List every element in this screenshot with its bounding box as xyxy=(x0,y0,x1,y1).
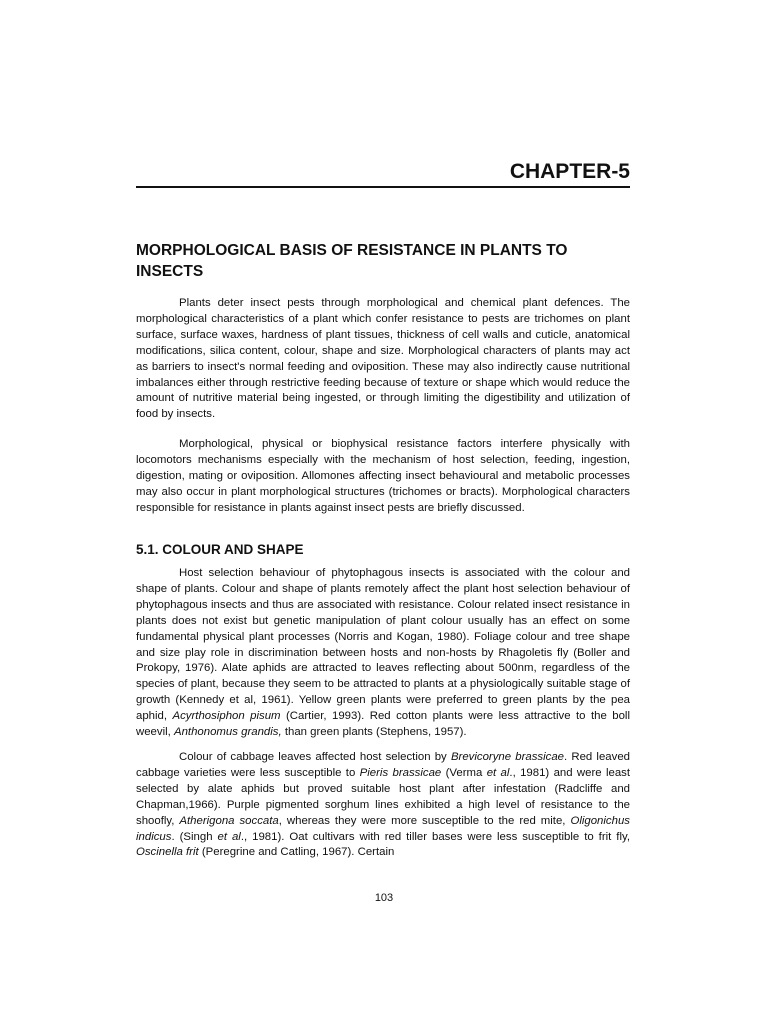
text-run: , whereas they were more susceptible to the red mite, xyxy=(278,814,566,827)
text-run: Colour of cabbage leaves affected host selection by xyxy=(179,751,447,763)
species-name: Brevicoryne brassicae xyxy=(450,751,565,763)
species-name: Atherigona soccata xyxy=(179,814,279,827)
text-run: (Verma xyxy=(445,766,483,779)
text-run: (Peregrine and Catling, 1967). Certain xyxy=(201,846,395,859)
page-number: 103 xyxy=(374,892,394,904)
text-run: ., 1981) and were least selected by alate aphids but proved suitable host plant after infestation (Radcliffe and Chapman,1966). Purple pigmented sorghum lines exhibited a high level of resistance to the shoofly, xyxy=(136,766,631,827)
paragraph-cabbage-colour xyxy=(136,750,630,861)
text-run: . (Singh xyxy=(171,830,213,843)
text-run: Host selection behaviour of phytophagous insects is associated with the colour and shape of plants. Colour and shape of plants remotely affect the plant host selection behaviour of phytophagous insects and thus are associated with resistance. Colour related insect resistance in plants does not exist but genetic manipulation of plant colour usually has an effect on some fundamental physical plant processes (Norris and Kogan, 1980). Foliage colour and tree shape and size play role in discrimination between hosts and non-hosts by Rhagoletis fly (Boller and Prokopy, 1976). Alate aphids are attracted to leaves reflecting about 500nm, regardless of the species of plant, because they seem to be attracted to plants at a physiologically suitable stage of growth (Kennedy et al, 1961). Yellow green plants were preferred to green plants by the pea aphid, xyxy=(136,567,630,723)
species-name: Acyrthosiphon pisum xyxy=(172,710,281,723)
chapter-heading-rule xyxy=(136,158,630,188)
paragraph-intro: Plants deter insect pests through morphological and chemical plant defences. The morphological characteristics of a plant which confer resistance to pests are trichomes on plant surface, surface waxes, hardness of plant tissues, thickness of cell walls and cuticle, anatomical modifications, silica content, colour, shape and size. Morphological characters of plants may act as barriers to insect's normal feeding and oviposition. These may also indirectly cause nutritional imbalances either through restrictive feeding because of texture or shape which would reduce the amount of nutritive material being ingested, or through limiting the digestibility and utilization of food by insects. xyxy=(136,297,630,421)
text-run: than green plants (Stephens, 1957). xyxy=(284,726,467,739)
paragraph-resistance-factors: Morphological, physical or biophysical resistance factors interfere physically with locomotors mechanisms especially with the mechanism of host selection, feeding, ingestion, digestion, mating or oviposition. Allomones affecting insect behavioural and metabolic processes may also occur in plant morphological structures (trichomes or bracts). Morphological characters responsible for resistance in plants against insect pests are briefly discussed. xyxy=(136,438,630,514)
text-run: ., 1981). Oat cultivars with red tiller bases were less susceptible to frit fly, xyxy=(240,830,630,843)
text-run: . Red leaved cabbage varieties were less susceptible to xyxy=(136,751,630,779)
species-name: Oscinella frit xyxy=(136,846,199,859)
paragraph-colour-shape xyxy=(136,566,630,741)
species-name: Pieris brassicae xyxy=(359,766,442,779)
chapter-title: MORPHOLOGICAL BASIS OF RESISTANCE IN PLANTS TO INSECTS xyxy=(136,242,568,280)
text-run: (Cartier, 1993). Red cotton plants were less attractive to the boll weevil, xyxy=(136,710,630,739)
citation-et-al: et al xyxy=(486,766,510,779)
chapter-heading: CHAPTER-5 xyxy=(509,160,630,183)
citation-et-al: et al xyxy=(217,830,241,843)
species-name: Oligonichus indicus xyxy=(136,814,630,843)
section-heading: 5.1. COLOUR AND SHAPE xyxy=(136,542,304,557)
species-name: Anthonomus grandis, xyxy=(174,726,282,739)
